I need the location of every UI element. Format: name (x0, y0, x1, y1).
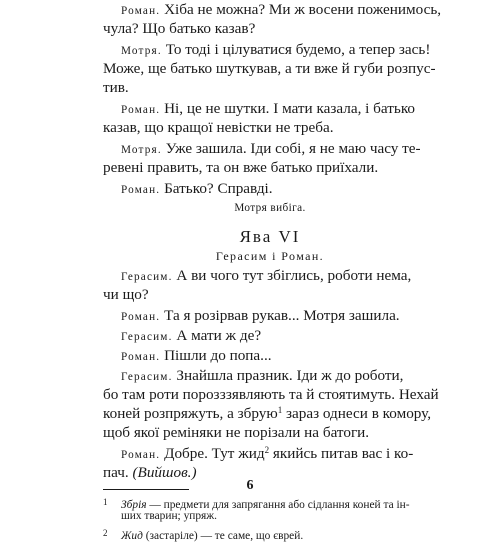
dialogue-line: Роман. Пішли до попа... (121, 347, 272, 364)
footnote: 1 Збрія — предмети для запрягання або сідлання коней та ін- (103, 497, 410, 511)
dialogue-line: казав, що кращої невістки не треба. (103, 119, 334, 136)
dialogue-line: Може, ще батько шуткував, а ти вже й губи розпус- (103, 60, 436, 77)
dialogue-line: бо там роти порозззявляють та й стоятимуть. Нехай (103, 386, 439, 403)
page-number: 6 (246, 478, 254, 493)
stage-direction: Мотря вибіга. (234, 202, 306, 214)
scene-title: Ява VI (239, 227, 301, 246)
dialogue-line: Роман. Та я розірвав рукав... Мотря зашила. (121, 307, 400, 324)
dialogue-line: щоб якої реміняки не порізали на батоги. (103, 424, 370, 441)
dialogue-line: Герасим. Знайшла празник. Іди ж до роботи, (121, 367, 404, 384)
dialogue-line: Герасим. А ви чого тут збіглись, роботи нема, (121, 267, 412, 284)
dialogue-line: Мотря. Уже зашила. Іди собі, я не маю часу те- (121, 140, 421, 157)
dialogue-line: Герасим. А мати ж де? (121, 327, 262, 344)
footnote-ref: 2 (264, 445, 270, 455)
dialogue-line: Роман. Хіба не можна? Ми ж восени поженимось, (121, 1, 442, 18)
dialogue-line: чула? Що батько казав? (103, 20, 256, 37)
dialogue-line: пач. (Вийшов.) (103, 464, 197, 481)
dialogue-line: тив. (103, 79, 129, 96)
dialogue-line: Роман. Батько? Справді. (121, 180, 273, 197)
dialogue-line: Мотря. То тоді і цілуватися будемо, а тепер зась! (121, 41, 431, 58)
dialogue-line: Роман. Ні, це не шутки. І мати казала, і батько (121, 100, 416, 117)
scene-characters: Герасим і Роман. (215, 249, 325, 263)
dialogue-line: коней розпряжуть, а збрую$^1$ зараз однеси в комору, (103, 405, 432, 422)
footnote: ших тварин; упряж. (121, 510, 218, 522)
dialogue-line: Роман. Добре. Тут жид$^2$ якийсь питав вас і ко- (121, 445, 414, 462)
dialogue-line: чи що? (103, 286, 149, 303)
footnote: 2 Жид (застаріле) — те саме, що єврей. (103, 528, 304, 542)
dialogue-line: ревені править, та он вже батько приїхали. (103, 159, 379, 176)
footnote-ref: 1 (277, 405, 283, 415)
